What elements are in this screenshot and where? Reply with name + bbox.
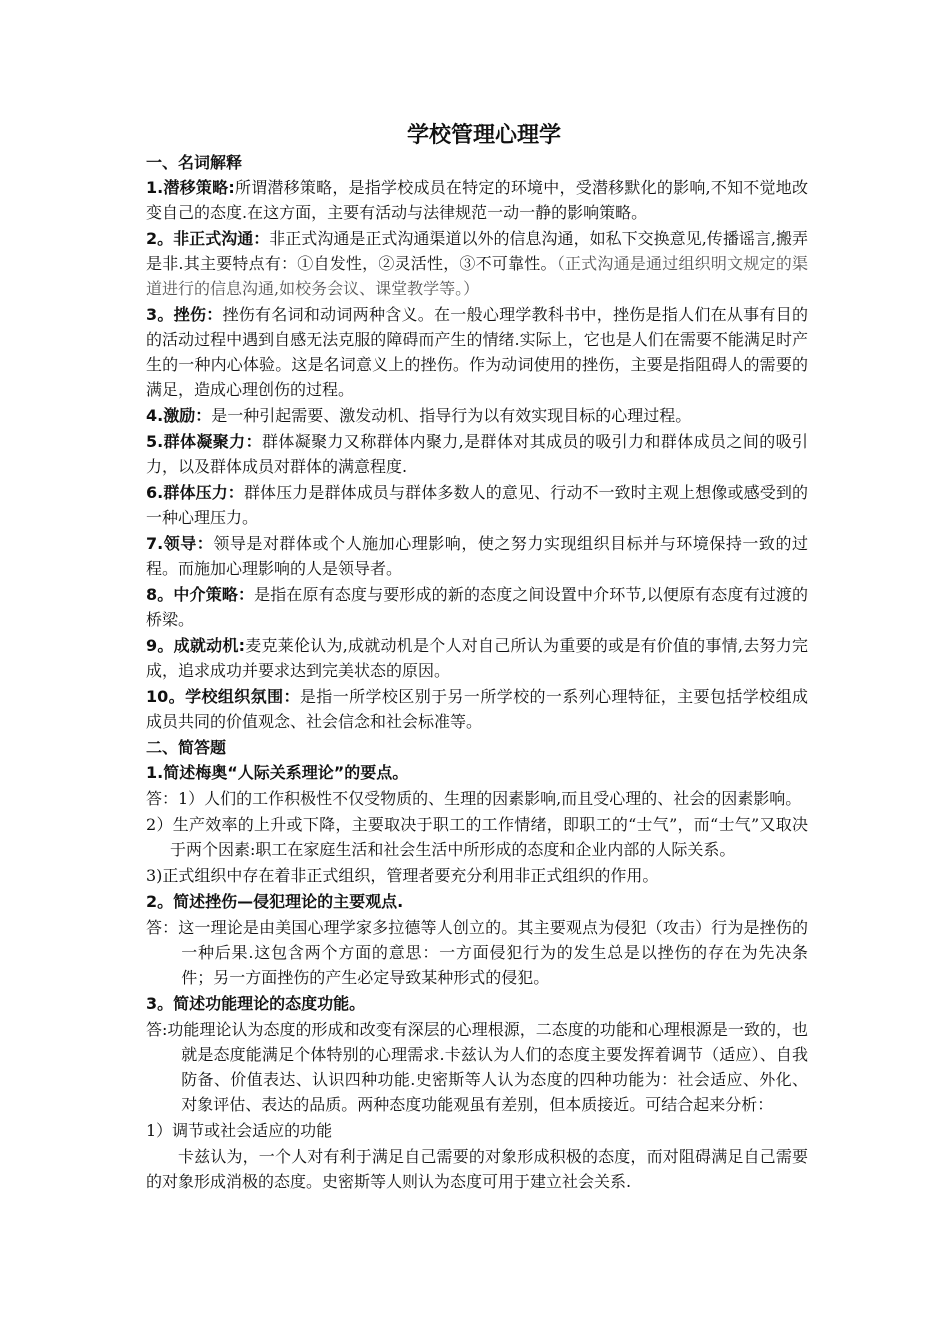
document-page: [146, 122, 808, 1195]
term-list: [146, 175, 808, 734]
term-definition: [146, 175, 808, 225]
question-3: 3。简述功能理论的态度功能。: [146, 994, 366, 1013]
term-text: 非正式沟通是正式沟通渠道以外的信息沟通，如私下交换意见,传播谣言,搬弄是非.其主要特点有：①自发性，②灵活性，③不可靠性。: [146, 229, 808, 273]
term-label: 6.群体压力：: [146, 483, 244, 502]
answer-1-point-3: 3)正式组织中存在着非正式组织，管理者要充分利用非正式组织的作用。: [146, 866, 659, 885]
term-label: 4.激励：: [146, 406, 212, 425]
term-label: 1.潜移策略:: [146, 178, 235, 197]
term-text: 麦克莱伦认为,成就动机是个人对自己所认为重要的或是有价值的事情,去努力完成，追求成功并要求达到完美状态的原因。: [146, 636, 808, 680]
answer-3: 答:功能理论认为态度的形成和改变有深层的心理根源，二态度的功能和心理根源是一致的，也就是态度能满足个体特别的心理需求.卡兹认为人们的态度主要发挥着调节（适应）、自我防备、价值表达、认识四种功能.史密斯等人认为态度的四种功能为：社会适应、外化、对象评估、表达的品质。两种态度功能观虽有差别，但本质接近。可结合起来分析：: [146, 1020, 808, 1114]
term-text: 群体凝聚力又称群体内聚力,是群体对其成员的吸引力和群体成员之间的吸引力，以及群体成员对群体的满意程度.: [146, 432, 808, 476]
term-definition: [146, 480, 808, 530]
term-label: 10。学校组织氛围：: [146, 687, 300, 706]
answer-1-point-2: 2）生产效率的上升或下降，主要取决于职工的工作情绪，即职工的“士气”，而“士气”又取决于两个因素:职工在家庭生活和社会生活中所形成的态度和企业内部的人际关系。: [146, 815, 808, 859]
term-label: 3。挫伤：: [146, 305, 223, 324]
term-label: 7.领导：: [146, 534, 214, 553]
term-text: 是指在原有态度与要形成的新的态度之间设置中介环节,以便原有态度有过渡的桥梁。: [146, 585, 808, 629]
term-definition: [146, 403, 808, 428]
term-definition: [146, 531, 808, 581]
term-text: 是一种引起需要、激发动机、指导行为以有效实现目标的心理过程。: [211, 406, 692, 425]
document-title: 学校管理心理学: [406, 123, 561, 148]
term-definition: [146, 429, 808, 479]
term-text: 所谓潜移策略，是指学校成员在特定的环境中，受潜移默化的影响,不知不觉地改变自己的态度.在这方面，主要有活动与法律规范一动一静的影响策略。: [146, 178, 808, 222]
term-text: 是指一所学校区别于另一所学校的一系列心理特征，主要包括学校组成成员共同的价值观念、社会信念和社会标准等。: [146, 687, 808, 731]
answer-2: 答：这一理论是由美国心理学家多拉德等人创立的。其主要观点为侵犯（攻击）行为是挫伤的一种后果.这包含两个方面的意思：一方面侵犯行为的发生总是以挫伤的存在为先决条件；另一方面挫伤的产生必定导致某种形式的侵犯。: [146, 918, 808, 987]
section-heading-short-answers: 二、简答题: [146, 738, 227, 757]
term-definition: [146, 684, 808, 734]
term-definition: [146, 302, 808, 402]
term-text: 群体压力是群体成员与群体多数人的意见、行动不一致时主观上想像或感受到的一种心理压力。: [146, 483, 808, 527]
term-label: 9。成就动机:: [146, 636, 245, 655]
term-label: 5.群体凝聚力：: [146, 432, 262, 451]
section-heading-terms: 一、名词解释: [146, 153, 243, 172]
answer-3-sub-heading: 1）调节或社会适应的功能: [146, 1121, 333, 1140]
term-definition: [146, 226, 808, 301]
question-2: 2。简述挫伤—侵犯理论的主要观点.: [146, 892, 404, 911]
term-definition: [146, 582, 808, 632]
term-text: 领导是对群体或个人施加心理影响，使之努力实现组织目标并与环境保持一致的过程。而施加心理影响的人是领导者。: [146, 534, 808, 578]
term-definition: [146, 633, 808, 683]
question-1: 1.简述梅奥“人际关系理论”的要点。: [146, 763, 409, 782]
term-note: （正式沟通是通过组织明文规定的渠道进行的信息沟通,如校务会议、课堂教学等。）: [146, 254, 808, 298]
answer-1-point-1: 答：1）人们的工作积极性不仅受物质的、生理的因素影响,而且受心理的、社会的因素影响。: [146, 789, 802, 808]
answer-3-sub-text: 卡兹认为，一个人对有利于满足自己需要的对象形成积极的态度，而对阻碍满足自己需要的对象形成消极的态度。史密斯等人则认为态度可用于建立社会关系.: [146, 1147, 808, 1191]
term-text: 挫伤有名词和动词两种含义。在一般心理学教科书中，挫伤是指人们在从事有目的的活动过程中遇到自感无法克服的障碍而产生的情绪.实际上，它也是人们在需要不能满足时产生的一种内心体验。这是名词意义上的挫伤。作为动词使用的挫伤，主要是指阻碍人的需要的满足，造成心理创伤的过程。: [146, 305, 808, 399]
term-label: 2。非正式沟通：: [146, 229, 270, 248]
term-label: 8。中介策略：: [146, 585, 255, 604]
